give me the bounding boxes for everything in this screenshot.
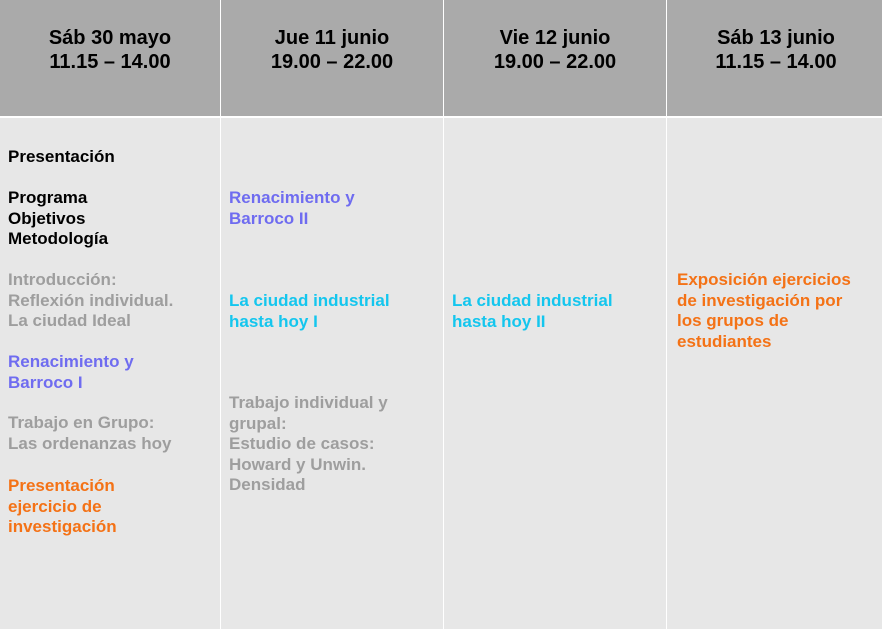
session-line: estudiantes: [677, 331, 772, 351]
day-column-sab-30-mayo: [0, 0, 220, 629]
day-label: Sáb 30 mayo: [48, 27, 172, 49]
session-line: Renacimiento y: [8, 352, 134, 371]
session-line: ejercicio de: [8, 496, 102, 516]
day-content: [221, 118, 443, 629]
session-line: investigación: [8, 517, 117, 536]
session-line: grupal:: [229, 413, 287, 433]
day-header: [0, 0, 220, 118]
session-presentacion: [8, 147, 216, 168]
session-line: Barroco I: [8, 372, 83, 392]
session-line: Las ordenanzas hoy: [8, 433, 172, 453]
session-line: los grupos de: [677, 311, 789, 330]
session-programa: [8, 188, 216, 250]
day-column-vie-12-junio: [444, 0, 666, 629]
session-line: Objetivos: [8, 208, 86, 228]
session-line: Presentación: [8, 147, 115, 166]
day-header: [444, 0, 666, 118]
time-label: 11.15 – 14.00: [49, 51, 171, 73]
session-line: Metodología: [8, 229, 109, 248]
session-line: Introducción:: [8, 270, 117, 289]
session-line: Presentación: [8, 476, 115, 495]
session-introduccion: [8, 270, 216, 332]
session-line: de investigación por: [677, 290, 843, 310]
session-trabajo-grupo: [8, 413, 216, 454]
day-label: Sáb 13 junio: [717, 27, 835, 49]
time-label: 19.00 – 22.00: [270, 51, 394, 73]
session-presentacion-ejercicio: [8, 476, 216, 538]
session-line: Estudio de casos:: [229, 434, 375, 453]
session-line: La ciudad Ideal: [8, 311, 131, 330]
day-content: [0, 118, 220, 629]
session-line: Trabajo individual y: [229, 393, 388, 412]
session-line: hasta hoy I: [229, 311, 318, 331]
session-line: Programa: [8, 188, 88, 207]
time-label: 11.15 – 14.00: [715, 51, 837, 73]
day-content: [667, 118, 882, 629]
day-header: [667, 0, 882, 118]
session-renacimiento-2: [229, 188, 439, 229]
day-header: [221, 0, 443, 118]
session-line: Trabajo en Grupo:: [8, 413, 155, 432]
time-label: 19.00 – 22.00: [493, 51, 617, 73]
day-column-sab-13-junio: [667, 0, 882, 629]
session-ciudad-industrial-2: [452, 291, 662, 332]
session-line: Renacimiento y: [229, 188, 355, 207]
session-line: Reflexión individual.: [8, 290, 174, 310]
session-trabajo-individual: [229, 393, 439, 496]
session-line: Exposición ejercicios: [677, 270, 851, 289]
day-content: [444, 118, 666, 629]
session-line: hasta hoy II: [452, 311, 546, 331]
session-renacimiento-1: [8, 352, 216, 393]
session-exposicion: [677, 270, 882, 352]
day-label: Jue 11 junio: [274, 27, 390, 49]
session-line: La ciudad industrial: [452, 291, 613, 310]
session-line: La ciudad industrial: [229, 291, 390, 310]
session-line: Densidad: [229, 475, 306, 494]
session-ciudad-industrial-1: [229, 291, 439, 332]
day-label: Vie 12 junio: [499, 27, 611, 49]
day-column-jue-11-junio: [221, 0, 443, 629]
session-line: Barroco II: [229, 208, 309, 228]
session-line: Howard y Unwin.: [229, 454, 366, 474]
